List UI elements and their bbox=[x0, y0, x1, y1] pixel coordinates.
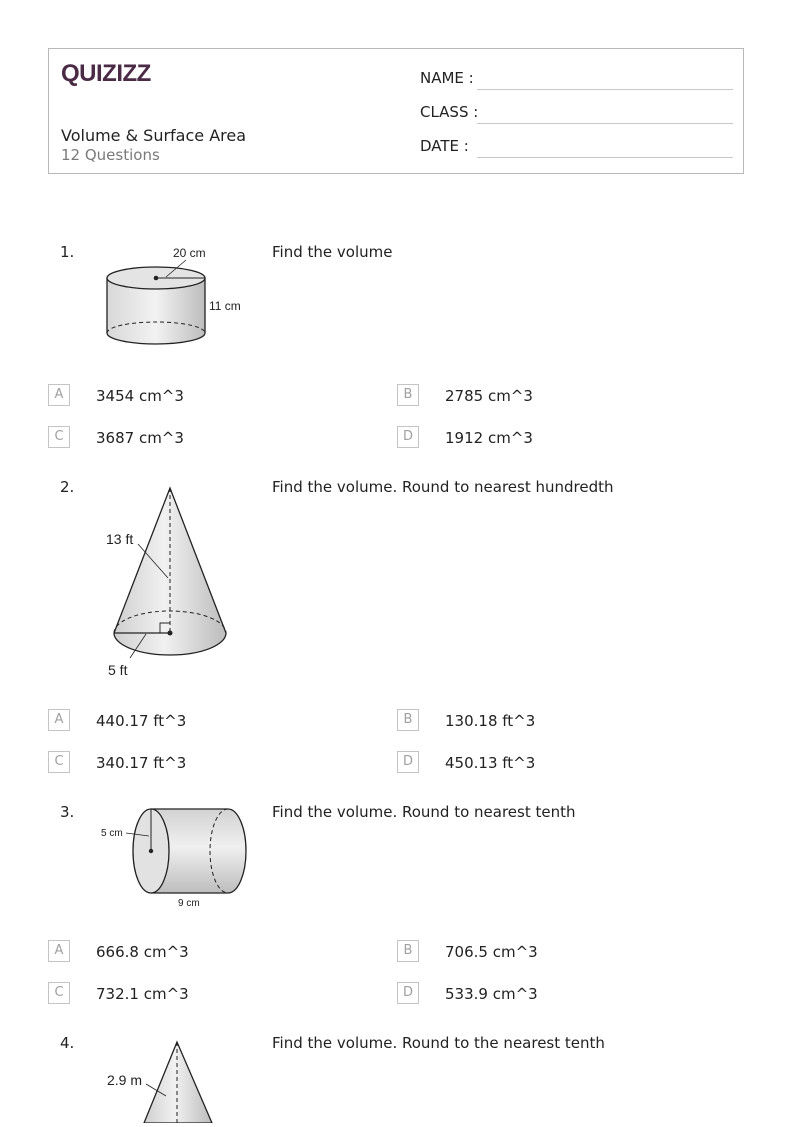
option-d-box[interactable]: D bbox=[397, 426, 419, 448]
svg-text:9 cm: 9 cm bbox=[178, 898, 200, 909]
option-d-box[interactable]: D bbox=[397, 751, 419, 773]
class-label: CLASS : bbox=[420, 103, 479, 121]
option-b-text[interactable]: 130.18 ft^3 bbox=[445, 712, 536, 730]
question-text: Find the volume. Round to the nearest tenth bbox=[272, 1034, 605, 1052]
option-b-box[interactable]: B bbox=[397, 709, 419, 731]
option-c-text[interactable]: 3687 cm^3 bbox=[96, 429, 184, 447]
option-d-box[interactable]: D bbox=[397, 982, 419, 1004]
svg-text:13 ft: 13 ft bbox=[106, 531, 134, 547]
question-number: 1. bbox=[60, 243, 75, 261]
option-b-box[interactable]: B bbox=[397, 384, 419, 406]
question-number: 4. bbox=[60, 1034, 75, 1052]
question-text: Find the volume. Round to nearest hundredth bbox=[272, 478, 614, 496]
option-b-box[interactable]: B bbox=[397, 940, 419, 962]
name-line[interactable] bbox=[477, 89, 733, 90]
question-number: 2. bbox=[60, 478, 75, 496]
cone-figure bbox=[100, 482, 240, 686]
cone-figure bbox=[100, 1038, 240, 1127]
question-count: 12 Questions bbox=[61, 146, 160, 164]
date-label: DATE : bbox=[420, 137, 469, 155]
option-c-box[interactable]: C bbox=[48, 751, 70, 773]
question-text: Find the volume. Round to nearest tenth bbox=[272, 803, 576, 821]
question-number: 3. bbox=[60, 803, 75, 821]
worksheet-header bbox=[48, 48, 744, 174]
option-a-text[interactable]: 666.8 cm^3 bbox=[96, 943, 189, 961]
option-c-text[interactable]: 732.1 cm^3 bbox=[96, 985, 189, 1003]
worksheet-title: Volume & Surface Area bbox=[61, 126, 247, 145]
option-d-text[interactable]: 1912 cm^3 bbox=[445, 429, 533, 447]
date-line[interactable] bbox=[477, 157, 733, 158]
question-text: Find the volume bbox=[272, 243, 393, 261]
svg-text:5 cm: 5 cm bbox=[101, 828, 123, 839]
horizontal-cylinder-figure bbox=[98, 800, 258, 919]
cylinder-figure bbox=[100, 240, 260, 354]
option-c-box[interactable]: C bbox=[48, 426, 70, 448]
option-b-text[interactable]: 2785 cm^3 bbox=[445, 387, 533, 405]
option-d-text[interactable]: 450.13 ft^3 bbox=[445, 754, 536, 772]
svg-text:20 cm: 20 cm bbox=[173, 246, 206, 260]
option-a-text[interactable]: 3454 cm^3 bbox=[96, 387, 184, 405]
option-a-box[interactable]: A bbox=[48, 709, 70, 731]
option-c-text[interactable]: 340.17 ft^3 bbox=[96, 754, 187, 772]
option-a-box[interactable]: A bbox=[48, 384, 70, 406]
svg-text:11 cm: 11 cm bbox=[209, 299, 241, 313]
quizizz-logo bbox=[61, 59, 153, 91]
svg-text:QUIZIZZ: QUIZIZZ bbox=[61, 60, 151, 87]
name-label: NAME : bbox=[420, 69, 474, 87]
option-a-box[interactable]: A bbox=[48, 940, 70, 962]
option-b-text[interactable]: 706.5 cm^3 bbox=[445, 943, 538, 961]
option-d-text[interactable]: 533.9 cm^3 bbox=[445, 985, 538, 1003]
class-line[interactable] bbox=[477, 123, 733, 124]
option-c-box[interactable]: C bbox=[48, 982, 70, 1004]
option-a-text[interactable]: 440.17 ft^3 bbox=[96, 712, 187, 730]
svg-text:5 ft: 5 ft bbox=[108, 662, 128, 678]
svg-text:2.9 m: 2.9 m bbox=[107, 1072, 143, 1088]
